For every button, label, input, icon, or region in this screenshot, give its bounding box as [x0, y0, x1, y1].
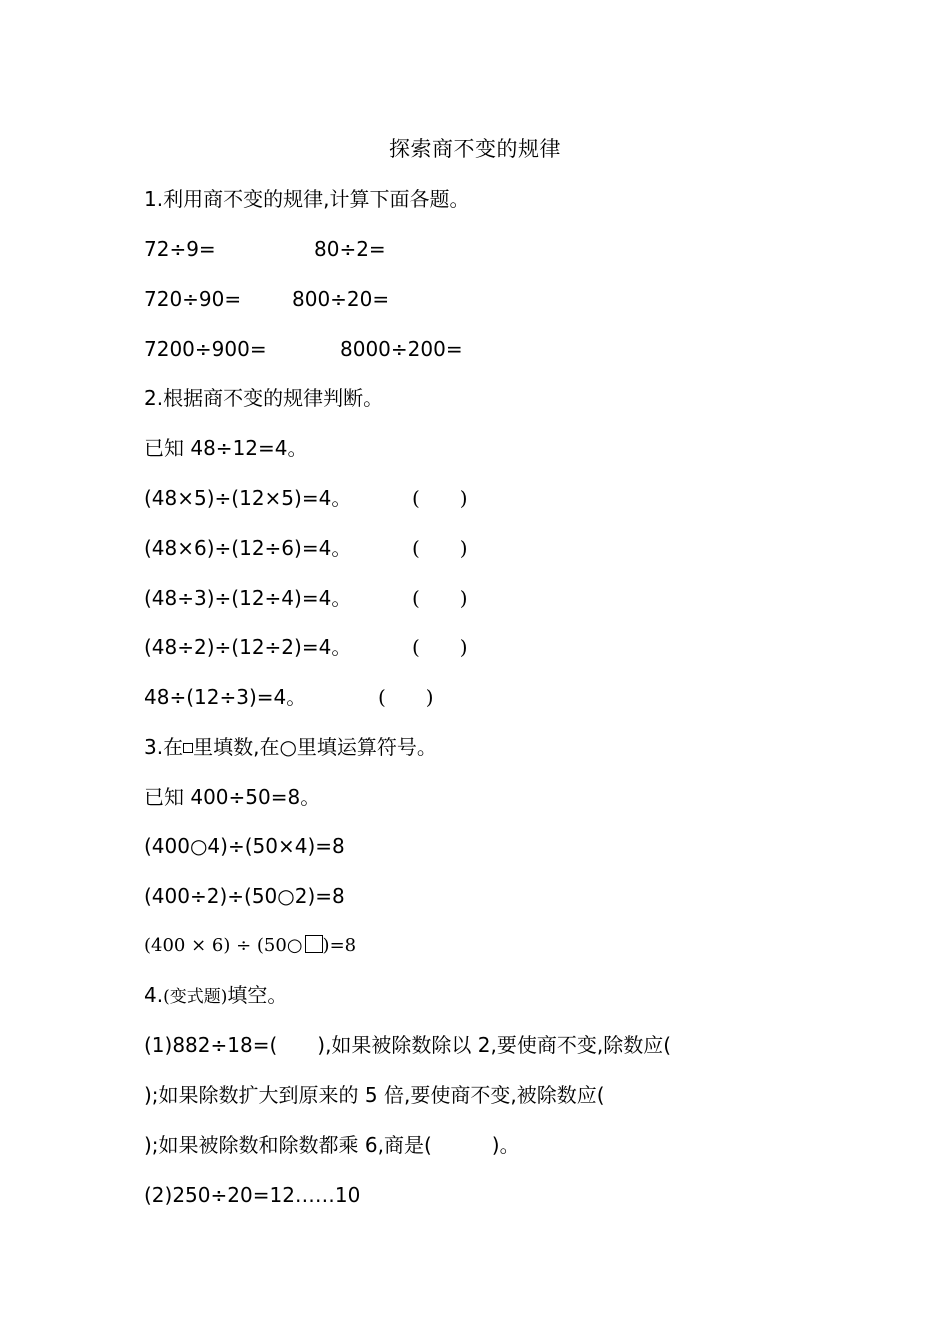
q2-expr: 48÷(12÷3)=4。	[144, 685, 307, 709]
q2-given: 已知 48÷12=4。	[144, 436, 308, 460]
q4-part2: (2)250÷20=12……10	[144, 1183, 361, 1207]
q2-item-3	[144, 584, 468, 612]
q1-heading-text: 1.利用商不变的规律,计算下面各题。	[144, 187, 470, 211]
q1-expr: 800÷20=	[292, 287, 390, 311]
q1-row-1	[144, 235, 386, 263]
fill-in-box[interactable]	[305, 935, 323, 953]
q1-expr: 720÷90=	[144, 287, 242, 311]
q2-heading: 2.根据商不变的规律判断。	[144, 386, 384, 410]
q4-part1-line2: );如果除数扩大到原来的 5 倍,要使商不变,被除数应(	[144, 1083, 605, 1107]
square-symbol-icon	[183, 743, 193, 753]
answer-blank[interactable]: ( )	[378, 685, 434, 709]
answer-blank[interactable]: ( )	[412, 536, 468, 560]
q2-item-1	[144, 484, 468, 512]
q2-expr: (48÷3)÷(12÷4)=4。	[144, 586, 352, 610]
q3-item-1: (400○4)÷(50×4)=8	[144, 834, 345, 858]
q3-given: 已知 400÷50=8。	[144, 785, 321, 809]
q4-number: 4.	[144, 983, 164, 1007]
answer-blank[interactable]: ( )	[412, 635, 468, 659]
q3-item-3	[144, 932, 356, 960]
q1-heading	[144, 185, 469, 213]
q2-item-4	[144, 633, 468, 661]
q2-item-5	[144, 683, 434, 711]
q4-heading-text: 填空。	[227, 983, 288, 1007]
q3-heading-start: 3.在	[144, 735, 184, 759]
q1-row-2	[144, 285, 390, 313]
q1-row-3	[144, 335, 463, 363]
q4-part1-line1: (1)882÷18=( ),如果被除数除以 2,要使商不变,除数应(	[144, 1033, 672, 1057]
q2-expr: (48×6)÷(12÷6)=4。	[144, 536, 352, 560]
q1-expr: 72÷9=	[144, 237, 216, 261]
q1-expr: 80÷2=	[314, 237, 386, 261]
q4-variant-tag: (变式题)	[163, 987, 228, 1007]
q3-item-3-end: )=8	[322, 935, 357, 956]
q4-heading	[144, 981, 287, 1011]
page-title: 探索商不变的规律	[389, 137, 561, 161]
q3-item-2: (400÷2)÷(50○2)=8	[144, 884, 345, 908]
q2-expr: (48×5)÷(12×5)=4。	[144, 486, 352, 510]
answer-blank[interactable]: ( )	[412, 486, 468, 510]
q1-expr: 8000÷200=	[340, 337, 463, 361]
answer-blank[interactable]: ( )	[412, 586, 468, 610]
q3-heading	[144, 733, 437, 761]
q1-expr: 7200÷900=	[144, 337, 267, 361]
q4-part1-line3: );如果被除数和除数都乘 6,商是( )。	[144, 1133, 520, 1157]
q3-heading-end: 里填数,在○里填运算符号。	[193, 735, 437, 759]
q2-item-2	[144, 534, 468, 562]
q2-expr: (48÷2)÷(12÷2)=4。	[144, 635, 352, 659]
q3-item-3-start: (400 × 6) ÷ (50○	[144, 935, 303, 956]
